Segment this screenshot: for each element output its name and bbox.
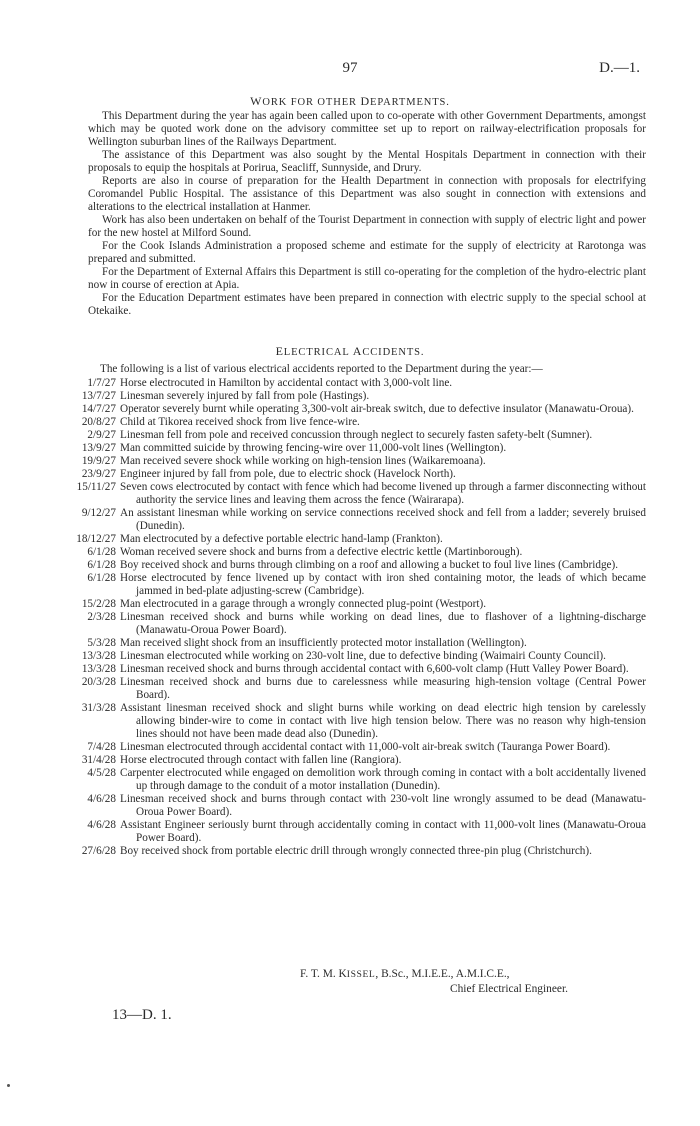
- accident-description: Linesman electrocuted through accidental contact with 11,000-volt air-break switch (Tauranga Power Board).: [120, 741, 611, 753]
- accident-entry: [70, 598, 646, 611]
- accident-entry: [70, 546, 646, 559]
- signatory-name: F. T. M. KISSEL, B.Sc., M.I.E.E., A.M.I.C.E.,: [300, 968, 510, 980]
- accident-entry: [70, 793, 646, 819]
- accidents-intro: The following is a list of various electrical accidents reported to the Department during the year:—: [100, 363, 543, 375]
- accident-date: 7/4/28: [87, 741, 116, 753]
- accident-entry: [70, 637, 646, 650]
- accident-date: 23/9/27: [81, 468, 116, 480]
- work-section-body: [88, 110, 646, 318]
- accident-date: 13/9/27: [81, 442, 116, 454]
- page-number: 97: [342, 60, 358, 76]
- accident-date: 9/12/27: [81, 507, 116, 519]
- paragraph: The assistance of this Department was also sought by the Mental Hospitals Department in connection with their proposals to equip the hospitals at Porirua, Seacliff, Sunnyside, and Drury.: [88, 149, 646, 174]
- accident-description: Horse electrocuted in Hamilton by accidental contact with 3,000-volt line.: [120, 377, 453, 389]
- accident-date: 1/7/27: [87, 377, 116, 389]
- accident-description: Child at Tikorea received shock from live fence-wire.: [120, 416, 360, 428]
- accident-entry: [70, 754, 646, 767]
- accident-entry: [70, 663, 646, 676]
- work-section-title: WORK FOR OTHER DEPARTMENTS.: [250, 94, 450, 108]
- accident-date: 14/7/27: [81, 403, 116, 415]
- accident-date: 18/12/27: [76, 533, 116, 545]
- accident-description: Man received severe shock while working on high-tension lines (Waikaremoana).: [120, 455, 486, 467]
- accident-date: 13/7/27: [81, 390, 116, 402]
- accident-date: 2/3/28: [87, 611, 116, 623]
- accident-description: Seven cows electrocuted by contact with fence which had become livened up through a farmer disconnecting without authority the service lines and leaving them across the fence (Wairarapa).: [120, 481, 646, 506]
- accident-date: 6/1/28: [87, 546, 116, 558]
- paragraph: For the Education Department estimates have been prepared in connection with electric supply to the special school at Otekaike.: [88, 292, 646, 317]
- printer-signature-mark: 13—D. 1.: [112, 1007, 172, 1023]
- accident-description: Linesman fell from pole and received concussion through neglect to securely fasten safety-belt (Sumner).: [120, 429, 593, 441]
- accident-description: Engineer injured by fall from pole, due to electric shock (Havelock North).: [120, 468, 456, 480]
- accident-date: 4/6/28: [87, 819, 116, 831]
- accident-entry: [70, 468, 646, 481]
- accident-entry: [70, 416, 646, 429]
- accident-entry: [70, 702, 646, 741]
- accident-description: Man electrocuted in a garage through a wrongly connected plug-point (Westport).: [120, 598, 486, 610]
- accident-entry: [70, 377, 646, 390]
- accident-date: 4/5/28: [87, 767, 116, 779]
- accident-date: 19/9/27: [81, 455, 116, 467]
- accident-date: 20/3/28: [81, 676, 116, 688]
- accident-entry: [70, 390, 646, 403]
- accident-entry: [70, 455, 646, 468]
- accidents-section-title: ELECTRICAL ACCIDENTS.: [275, 344, 425, 358]
- accident-date: 13/3/28: [81, 650, 116, 662]
- accident-entry: [70, 611, 646, 637]
- accident-entry: [70, 676, 646, 702]
- accident-description: Assistant Engineer seriously burnt through accidentally coming in contact with 11,000-volt lines (Manawatu-Oroua Power Board).: [120, 819, 646, 844]
- accident-description: Horse electrocuted through contact with fallen line (Rangiora).: [120, 754, 402, 766]
- paragraph: For the Cook Islands Administration a proposed scheme and estimate for the supply of electricity at Rarotonga was prepared and submitted.: [88, 240, 646, 265]
- accident-entry: [70, 741, 646, 754]
- accident-description: Linesman received shock and burns due to carelessness while measuring high-tension voltage (Central Power Board).: [120, 676, 646, 701]
- accident-description: Linesman severely injured by fall from pole (Hastings).: [120, 390, 370, 402]
- accident-date: 4/6/28: [87, 793, 116, 805]
- page-header: [0, 60, 700, 80]
- accident-date: 27/6/28: [81, 845, 116, 857]
- accident-entry: [70, 650, 646, 663]
- accident-entry: [70, 507, 646, 533]
- accident-date: 5/3/28: [87, 637, 116, 649]
- accident-entry: [70, 533, 646, 546]
- accident-entry: [70, 572, 646, 598]
- accident-date: 6/1/28: [87, 559, 116, 571]
- accident-description: Man committed suicide by throwing fencing-wire over 11,000-volt lines (Wellington).: [120, 442, 507, 454]
- accident-date: 15/2/28: [81, 598, 116, 610]
- accident-description: Linesman received shock and burns through accidental contact with 6,600-volt clamp (Hutt Valley Power Board).: [120, 663, 629, 675]
- accident-description: Linesman electrocuted while working on 230-volt line, due to defective binding (Waimairi County Council).: [120, 650, 606, 662]
- accident-description: Linesman received shock and burns while working on dead lines, due to flashover of a lightning-discharge (Manawatu-Oroua Power Board).: [120, 611, 646, 636]
- accident-description: Operator severely burnt while operating 3,300-volt air-break switch, due to defective insulator (Manawatu-Oroua).: [120, 403, 634, 415]
- accident-description: Assistant linesman received shock and slight burns while working on dead electric high tension by carelessly allowing binder-wire to come in contact with live high tension below. There was no reason why high-tension lines should not have been made dead also (Dunedin).: [120, 702, 646, 740]
- accident-description: Linesman received shock and burns through contact with 230-volt line wrongly assumed to be dead (Manawatu-Oroua Power Board).: [120, 793, 646, 818]
- accident-date: 6/1/28: [87, 572, 116, 584]
- paragraph: For the Department of External Affairs this Department is still co-operating for the completion of the hydro-electric plant now in course of erection at Apia.: [88, 266, 646, 291]
- accident-entry: [70, 481, 646, 507]
- accident-entry: [70, 845, 646, 858]
- accident-description: Carpenter electrocuted while engaged on demolition work through coming in contact with a bolt accidentally livened up through damage to the conduit of a motor installation (Dunedin).: [120, 767, 646, 792]
- accident-entry: [70, 403, 646, 416]
- accident-entry: [70, 429, 646, 442]
- accident-date: 31/4/28: [81, 754, 116, 766]
- paragraph: This Department during the year has again been called upon to co-operate with other Government Departments, amongst which may be quoted work done on the advisory committee set up to report on railway-electrification proposals for Wellington suburban lines of the Railways Department.: [88, 110, 646, 148]
- accident-description: Horse electrocuted by fence livened up by contact with iron shed containing motor, the leads of which became jammed in bed-plate adjusting-screw (Cambridge).: [120, 572, 646, 597]
- accident-entry: [70, 819, 646, 845]
- accident-date: 2/9/27: [87, 429, 116, 441]
- accident-entry: [70, 767, 646, 793]
- accident-description: Man electrocuted by a defective portable electric hand-lamp (Frankton).: [120, 533, 443, 545]
- accident-list: [70, 377, 646, 858]
- accident-description: Boy received shock and burns through climbing on a roof and allowing a bucket to foul live lines (Cambridge).: [120, 559, 619, 571]
- document-reference: D.—1.: [599, 60, 640, 76]
- accident-date: 20/8/27: [81, 416, 116, 428]
- scan-speck: [7, 1084, 10, 1087]
- paragraph: Work has also been undertaken on behalf of the Tourist Department in connection with supply of electric light and power for the new hostel at Milford Sound.: [88, 214, 646, 239]
- accident-date: 15/11/27: [76, 481, 116, 493]
- signatory-title: Chief Electrical Engineer.: [450, 983, 568, 995]
- accident-date: 13/3/28: [81, 663, 116, 675]
- accident-description: Woman received severe shock and burns from a defective electric kettle (Martinborough).: [120, 546, 523, 558]
- accident-description: Boy received shock from portable electric drill through wrongly connected three-pin plug (Christchurch).: [120, 845, 592, 857]
- signature-block: [300, 967, 650, 996]
- accident-date: 31/3/28: [81, 702, 116, 714]
- accident-description: An assistant linesman while working on service connections received shock and fell from a ladder; severely bruised (Dunedin).: [120, 507, 646, 532]
- accident-entry: [70, 442, 646, 455]
- paragraph: Reports are also in course of preparation for the Health Department in connection with proposals for electrifying Coromandel Public Hospital. The assistance of this Department was also sought in connection with extensions and alterations to the electrical installation at Hanmer.: [88, 175, 646, 213]
- accident-description: Man received slight shock from an insufficiently protected motor installation (Wellington).: [120, 637, 527, 649]
- accident-entry: [70, 559, 646, 572]
